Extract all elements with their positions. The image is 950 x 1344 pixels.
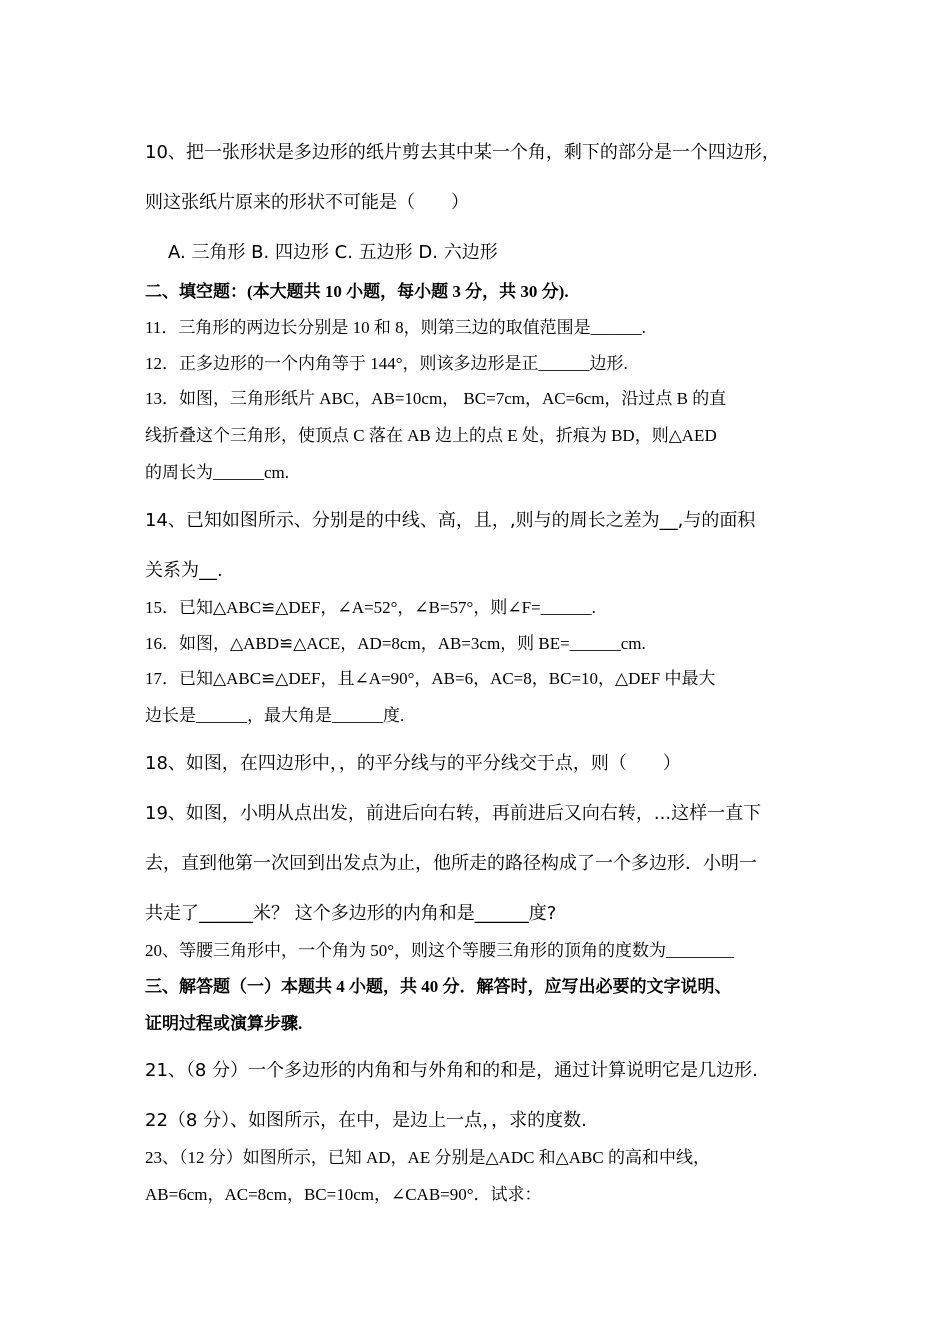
question-19-line-1: 19、如图，小明从点出发，前进后向右转，再前进后又向右转，...这样一直下: [145, 803, 762, 824]
section-3-heading-line-1: 三、解答题（一）本题共 4 小题，共 40 分．解答时，应写出必要的文字说明、: [145, 977, 732, 996]
question-13-line-2: 线折叠这个三角形，使顶点 C 落在 AB 边上的点 E 处，折痕为 BD，则△AED: [145, 426, 717, 445]
question-10-options: A. 三角形 B. 四边形 C. 五边形 D. 六边形: [168, 242, 498, 263]
section-3-heading-line-2: 证明过程或演算步骤.: [145, 1014, 303, 1033]
question-17-line-1: 17．已知△ABC≌△DEF，且∠A=90°，AB=6，AC=8，BC=10，△DEF 中最大: [145, 669, 716, 688]
question-20: 20、等腰三角形中，一个角为 50°，则这个等腰三角形的顶角的度数为________: [145, 941, 735, 960]
question-23-line-1: 23、（12 分）如图所示，已知 AD，AE 分别是△ADC 和△ABC 的高和中线，: [145, 1148, 710, 1167]
question-22: 22（8 分）、如图所示，在中，是边上一点，，求的度数.: [145, 1110, 587, 1131]
question-15: 15．已知△ABC≌△DEF，∠A=52°，∠B=57°，则∠F=______.: [145, 598, 596, 617]
question-18: 18、如图，在四边形中，，的平分线与的平分线交于点，则（ ）: [145, 753, 681, 774]
section-2-heading: 二、填空题：(本大题共 10 小题，每小题 3 分，共 30 分).: [145, 282, 569, 301]
question-19-line-2: 去，直到他第一次回到出发点为止，他所走的路径构成了一个多边形．小明一: [145, 853, 757, 874]
question-13-line-3: 的周长为______cm.: [145, 463, 290, 482]
question-19-line-3: 共走了______米？ 这个多边形的内角和是______度?: [145, 903, 557, 924]
question-23-line-2: AB=6cm，AC=8cm，BC=10cm，∠CAB=90°．试求：: [145, 1185, 542, 1204]
question-14-line-2: 关系为__.: [145, 560, 223, 581]
question-17-line-2: 边长是______，最大角是______度.: [145, 706, 405, 725]
question-11: 11．三角形的两边长分别是 10 和 8，则第三边的取值范围是______.: [145, 318, 646, 337]
question-10-line-2: 则这张纸片原来的形状不可能是（ ）: [145, 192, 469, 213]
question-13-line-1: 13．如图，三角形纸片 ABC，AB=10cm， BC=7cm，AC=6cm，沿过点 B 的直: [145, 389, 727, 408]
question-14-line-1: 14、已知如图所示、分别是的中线、高，且，,则与的周长之差为__,与的面积: [145, 510, 756, 531]
question-12: 12．正多边形的一个内角等于 144°，则该多边形是正______边形.: [145, 354, 628, 373]
question-16: 16．如图，△ABD≌△ACE，AD=8cm，AB=3cm，则 BE=______cm.: [145, 634, 646, 653]
question-10-line-1: 10、把一张形状是多边形的纸片剪去其中某一个角，剩下的部分是一个四边形，: [145, 142, 780, 163]
question-21: 21、（8 分）一个多边形的内角和与外角和的和是，通过计算说明它是几边形.: [145, 1060, 758, 1081]
